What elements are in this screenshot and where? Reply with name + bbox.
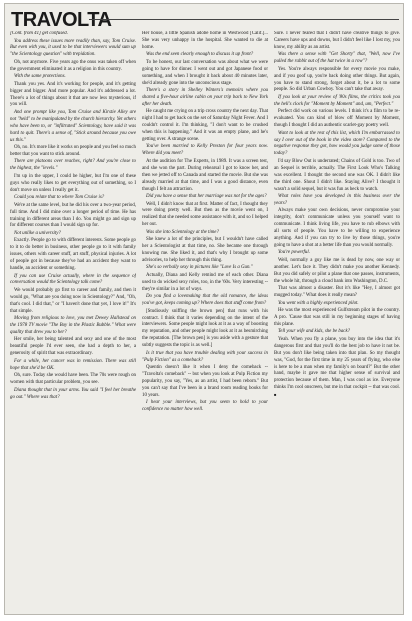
article-column-1 — [10, 31, 136, 607]
interview-question: I hear your interviews, but you seem to hold to your confidence no matter how well. — [142, 400, 268, 413]
interview-answer: Exactly. People go to with different interests. Some people go to it to do better in business, other people go to it with family issues, others with career stuff, art stuff, physical injuries. A lot of people got in because they've had an accident they want to handle, an accident or something. — [10, 238, 136, 272]
interview-question: Moving from religious to love, you met Dewey Hallstead on the 1978 TV movie "The Boy in the Plastic Bubble." What were quality that drew you to her? — [10, 316, 136, 335]
interview-question: For a while, her cancer was in remission. There was still hope that she'd be OK. — [10, 358, 136, 371]
interview-question: If you look at your review of '80s films, the critics took you the hell's clock for "Moment by Moment" and, um, "Perfect." — [274, 94, 400, 107]
interview-question: Do you find a lovemaking that the old romance, the ideas you've got, keeps coming up? Where does that stuff come from? — [142, 294, 268, 307]
interview-question: Did you have a sense that her marriage was not for the ages? — [146, 194, 267, 199]
interview-question: Was the end seen clearly enough to discuss it up front? — [146, 52, 254, 58]
end-of-article-mark: ■ — [274, 392, 277, 398]
page-header — [11, 8, 399, 32]
interview-answer: Her smile, her being talented and sexy and one of the most beautiful people I'd ever seen, she had a depth to her, a generosity of spirit that was extraordinary. — [10, 337, 136, 357]
interview-question: If you can use Cruise actually, where in the sequence of conversation would the Scientology talk come? — [10, 273, 136, 286]
interview-answer: That was almost a disaster. But it's like "Hey, I almost got mugged today." What does it really mean? — [274, 286, 400, 299]
article-column-2 — [142, 31, 268, 607]
article-column-3 — [274, 31, 400, 607]
interview-question: You're powerful. — [278, 250, 310, 256]
interview-question: And one prompt like you, Tom Cruise and Kirstie Alley are not "held" to be manipulated by the church hierarchy. Yet others who have been to, or "infiltrated" Scientology, have said it was hard to quit. There's a sense of, "Stick around because you owe us this." — [10, 109, 136, 143]
interview-question: Not unlike a university? — [14, 230, 61, 236]
interview-answer: She knew a lot of the principles, but I wouldn't have called her a Scientologist at that time, no. She became one through knowing me. She liked it, and that's why I brought up some advisories, to help her through this thing. — [142, 237, 268, 263]
interview-answer: Oh, no. It's more like it works on people and you feel so much better that you want to stick around. — [10, 145, 136, 157]
masthead-title: TRAVOLTA — [11, 9, 112, 31]
interview-answer: Always make your own decisions, never compromise your integrity, don't communicate unless you yourself want to communicate. I think living life, you have to rub elbows with all sorts of people. You have to be willing to experience anything. And if you can try to live by those things, you're going to have a shot at a better life than you would normally. — [274, 208, 400, 248]
interview-question: With the same protections. — [14, 74, 66, 80]
interview-question: Was she into Scientology at the time? — [146, 229, 219, 235]
article-body — [10, 31, 400, 607]
interview-question: There are platoons over reaches, right? And you're close to the highest, the "levels." — [10, 159, 136, 172]
interview-answer: Her house, a little Spanish adobe home in Westwood [Calif.]... She was very unhappy in the hospital. She wanted to die at home. — [142, 31, 268, 50]
interview-answer: Actually, Diana and Kelly remind me of each other. Diana used to do wicked sexy roles, too, in the '60s. Very interesting -- they're similar in a lot of ways. — [142, 272, 268, 292]
interview-answer — [274, 337, 400, 400]
interview-answer: I'd say Blow Out is underrated; Chains of Gold is too. Two of an Sequel is terrible, actually. The First Look Who's Talking was excellent. I thought the second one was OK. I didn't like the third one. Shout I didn't like. Staying Alive? I thought it wasn't a solid sequel, but it was fun as heck to watch. — [274, 158, 400, 192]
interview-answer: He was the most experienced Gulfstream pilot in the country. A pro. 'Cause that was still in my beginning stages of having this plane. — [274, 308, 400, 327]
interview-answer: I'm up in the upper, I could be higher, but I'm one of these guys who really likes to get everything out of something, so I don't move on unless I really get it. — [10, 173, 136, 193]
interview-question: There's a story in Shelley Winters's memoirs where you shared a five-hour airline cabin on your trip back to New York after her death. — [142, 88, 268, 107]
interview-answer: To be honest, our last conversation was about what we were going to have for dinner. I went out and got Japanese food or something, and when I brought it back about 40 minutes later, she'd already gone into the unconscious stage. — [142, 59, 268, 86]
interview-answer: He caught me crying on a trip cross country the next day. That night I had to get back on the set of Saturday Night Fever. And I couldn't control it. I'm thinking, "I don't want to be crushed when this is happening." And it was an empty plane, and he's getting over. A strange scene. — [142, 109, 268, 142]
interview-question: Was there a sense with "Get Shorty" that, "Well, now I've pulled the rabbit out of the hat twice in a row"? — [274, 52, 400, 65]
interview-answer: At the audition for The Experts, in 1989. It was a screen test, and she won the part. During rehearsal I got to know her, and then we jetted off to Canada and started the movie. But she was already married at that time, and I was a good distance, even though I felt an attraction. — [142, 158, 268, 192]
magazine-page — [4, 3, 404, 615]
header-rule — [89, 19, 399, 20]
interview-answer: [Studiously sniffing the brown pen] that runs with his contract. I think that it varies depending on the intent of the interviewers. Some people might look at it as a way of boosting my reputation, and other people might look at it as besmirching the reputation. [The brown pen] is you aside with a gesture that subtly suggests the topic is as well.] — [142, 308, 268, 349]
interview-answer: We're at the same level, but he did his over a two-year period, full time. And I did mine over a longer period of time. He has training in different areas than I do. You might go and sign up for different courses than I would sign up for. — [10, 202, 136, 229]
interview-answer: Oh, not anymore. Five years ago the onus was taken off when the government eliminated it as a religion in this country. — [10, 59, 136, 72]
interview-answer-text: Yeah. When you fly a plane, you buy into the idea that it's dangerous first and that you'll do the best job to have it not be. But you don't like being taken into that plan. So my thought was, "God, for the first time in my 25 years of flying, who else is here to be a man when my family's on board?" But the other hand, maybe it gave me that higher sense of survival and protection because of them. Man, I was cool as ice. Everyone thinks I'm cool onscreen, but me in that cockpit -- that was cool. — [274, 336, 400, 391]
interview-answer: Thank you yes. And it's working for people, and it's getting bigger and bigger. And more popular. And it's addressed a lot. There's a lot of things about it that are now less mysterious, if you will. — [10, 81, 136, 108]
interview-answer: Well, I didn't know that at first. Matter of fact, I thought they were doing pretty well. But then as the movie went on, I realized that she needed some assistance with it, and so I helped her out. — [142, 201, 268, 228]
interview-question: Tell your wife and kids, she be back? — [278, 329, 351, 335]
interview-question: She's so verbally sexy in pictures like "Love Is a Gun." — [146, 265, 253, 271]
interview-question: You address these issues more readily than, say, Tom Cruise. But even with you, it used to be that interviewers would sum up "the Scientology question" with trepidation. — [10, 38, 136, 58]
interview-question: You went with a highly experienced pilot. — [278, 300, 359, 306]
interview-answer: Quentin doesn't like it when I deny the comeback -- "Travolta's comeback" -- but when you look at Pulp Fiction my popularity, you say, "Yes, as an artist, I had been reborn." But you can't say that I've been in a brand room reading books for 10 years. — [142, 365, 268, 398]
interview-question: Want to look at the rest of this list, which I'm embarrassed to say I over out of the book in the video store? Compared to the negative response they got, how would you judge some of those today? — [274, 130, 400, 157]
interview-question: What roles have you developed in this business over the years? — [274, 194, 400, 206]
interview-question: Could you relate that to where Tom Cruise is? — [14, 195, 105, 201]
interview-answer: Well, normally a guy like me is dead by now, one way or another. Let's face it. They didn't make you another Kennedy. But you did safely or pilot a plane that one passes, instruments, the whole hit, through a cloud bank into Washington, D.C. — [274, 257, 400, 284]
interview-question: You've been married to Kelly Preston for four years now. Where did you meet? — [142, 144, 268, 157]
interview-answer: Oh, sure. Today she would have been. The 70s were rough on women with that particular problem, you see. — [10, 373, 136, 386]
interview-question: [Cont. from 41] get confused. — [10, 31, 68, 36]
interview-question: Diana thought that in your arms. You said "I feel her breathe go out." Where was that? — [10, 387, 136, 400]
interview-answer: Sure. I never feared that I didn't have creative things to give. Careers have ups and downs, but I didn't feel like I lost my, you know, my ability as an artist. — [274, 31, 400, 50]
interview-answer: Yes. You're always responsible for every movie you make, and if you goof up, you're back doing other things. But again, you have to stand strong, forget about it, be a lot to some people. So did Urban Cowboy. You can't take that away. — [274, 66, 400, 93]
interview-answer: Perfect did work on various levels. I think it's a film to be re-evaluated. You can kind of blow off Moment by Moment, though I thought I did an authentic scarlet-gay poetry well. — [274, 109, 400, 129]
interview-question: Is it true that you have trouble dealing with your success in "Pulp Fiction" as a comeback? — [142, 350, 268, 363]
interview-answer: We would probably go first to career and family, and then it would go, "What are you doing now in Scientology?" And, "Oh, that's cool. I did that," or "I haven't done that yet, I love it!" It's that simple. — [10, 287, 136, 314]
